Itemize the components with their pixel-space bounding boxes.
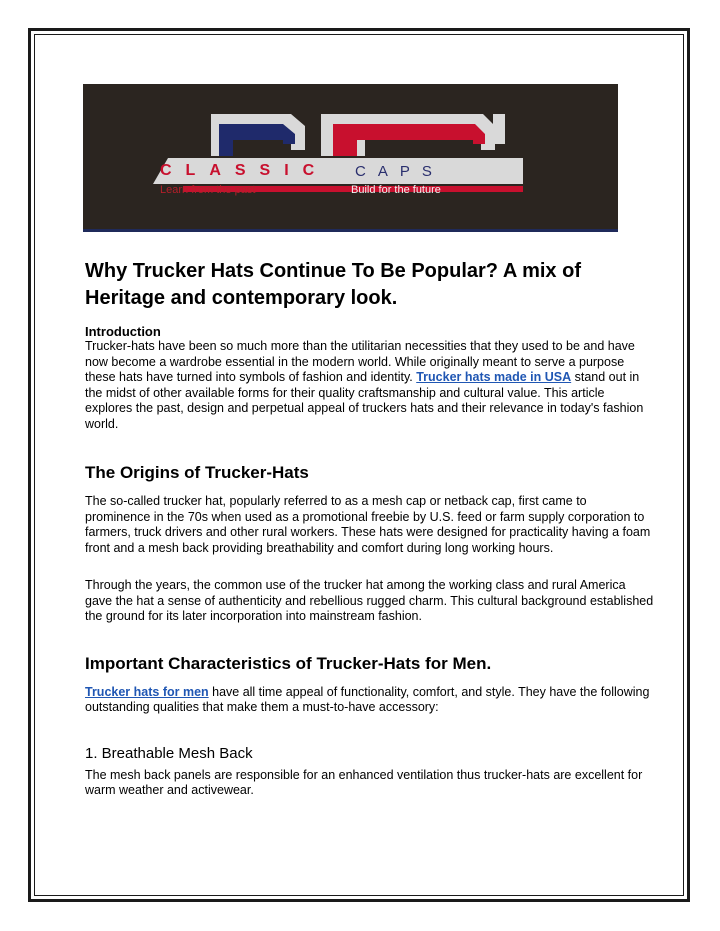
characteristics-heading: Important Characteristics of Trucker-Hats for Men. <box>85 653 492 673</box>
mesh-back-paragraph: The mesh back panels are responsible for an enhanced ventilation thus trucker-hats are excellent for warm weather and activewear. <box>85 767 643 797</box>
classic-caps-logo-icon <box>83 84 618 232</box>
tagline-left: Learn from the past <box>160 184 256 196</box>
origins-heading: The Origins of Trucker-Hats <box>85 463 309 482</box>
brand-name-caps: CAPS <box>355 163 444 180</box>
classic-caps-banner <box>83 84 618 232</box>
intro-text-2: stand out in the midst of other available forms for their quality craftsmanship and cultural value. This article explores the past, design and perpetual appeal of truckers hats and their relevance in today's fashion world. <box>85 370 644 431</box>
brand-name-classic: CLASSIC <box>160 162 329 179</box>
origins-paragraph-2: Through the years, the common use of the trucker hat among the working class and rural America gave the hat a sense of authenticity and rebellious rugged charm. This cultural background established the ground for its later incorporation into mainstream fashion. <box>85 578 654 623</box>
intro-paragraph <box>85 339 655 432</box>
trucker-hats-usa-link[interactable]: Trucker hats made in USA <box>416 370 572 384</box>
article-body <box>85 258 655 799</box>
article-title: Why Trucker Hats Continue To Be Popular? A mix of Heritage and contemporary look. <box>85 260 581 309</box>
origins-paragraph-1: The so-called trucker hat, popularly referred to as a mesh cap or netback cap, first came to prominence in the 70s when used as a promotional freebie by U.S. feed or farm supply corporation to farmers, truck drivers and other rural workers. These hats were designed for practicality having a foam front and a mesh back providing breathability and comfort during long working hours. <box>85 494 651 555</box>
intro-heading: Introduction <box>85 324 161 339</box>
tagline-right: Build for the future <box>351 184 441 196</box>
intro-text-1: Trucker-hats have been so much more than the utilitarian necessities that they used to be and have now become a wardrobe essential in the modern world. While originally meant to serve a purpose these hats have turned into symbols of fashion and identity. <box>85 339 635 384</box>
banner-bottom-rule <box>83 229 618 232</box>
characteristics-paragraph <box>85 685 655 716</box>
characteristics-text: have all time appeal of functionality, comfort, and style. They have the following outstanding qualities that make them a must-to-have accessory: <box>85 684 650 714</box>
trucker-hats-for-men-link[interactable]: Trucker hats for men <box>85 684 209 699</box>
mesh-back-heading: 1. Breathable Mesh Back <box>85 744 253 762</box>
